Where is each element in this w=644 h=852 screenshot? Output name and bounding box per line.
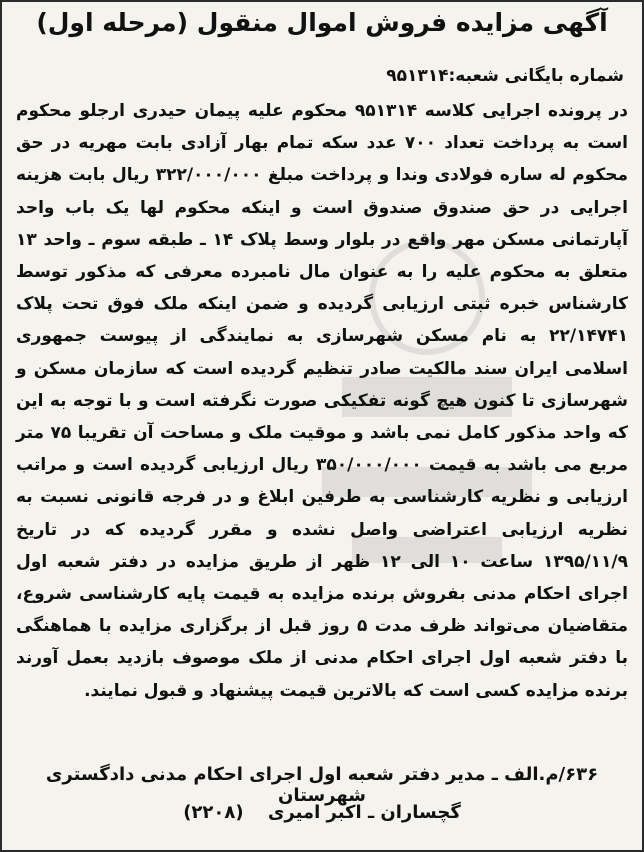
notice-body: در پرونده اجرایی کلاسه ۹۵۱۳۱۴ محکوم علیه پیمان حیدری ارجلو محکوم است به پرداخت تعداد ۷۰۰ عدد سکه تمام بهار آزادی بابت مهریه در حق محکوم له ساره فولادی وندا و پرداخت مبلغ ۳۲۲/۰۰۰/۰۰۰ ریال بابت هزینه اجرایی در حق صندوق صندوق است و اینکه محکوم لها یک باب واحد آپارتمانی مسکن مهر واقع در بلوار وسط پلاک ۱۴ ـ طبقه سوم ـ واحد ۱۳ متعلق به محکوم علیه را به عنوان مال نامبرده معرفی که مذکور توسط کارشناس خبره ثبتی ارزیابی گردیده و ضمن اینکه ملک فوق تحت پلاک ۲۲/۱۴۷۴۱ به نام مسکن شهرسازی به نمایندگی از پیوست جمهوری اسلامی ایران سند مالکیت صادر تنظیم گردیده است که سازمان مسکن و شهرسازی تا کنون هیچ گونه تفکیکی صورت نگرفته است و با توجه به این که واحد مذکور کامل نمی باشد و موقیت ملک و مساحت آن تقریبا ۷۵ متر مربع می باشد به قیمت ۳۵۰/۰۰۰/۰۰۰ ریال ارزیابی گردیده است و مراتب ارزیابی و نظریه کارشناسی به طرفین ابلاغ و در فرجه قانونی نسبت به نظریه ارزیابی اعتراضی واصل نشده و مقرر گردیده که در تاریخ ۱۳۹۵/۱۱/۹ ساعت ۱۰ الی ۱۲ ظهر از طریق مزایده در دفتر شعبه اول اجرای احکام مدنی بفروش برنده مزایده به قیمت پایه کارشناسی شروع، متقاضیان می‌تواند ظرف مدت ۵ روز قبل از برگزاری مزایده با هماهنگی با دفتر شعبه اول اجرای احکام مدنی از ملک موصوف بازدید بعمل آورند برنده مزایده کسی است که بالاترین قیمت پیشنهاد و قبول نمایند. xyxy=(16,101,629,701)
signature-line: ۶۳۶/م.الف ـ مدیر دفتر شعبه اول اجرای احکام مدنی دادگستری شهرستان xyxy=(45,764,599,806)
publisher-line xyxy=(2,802,642,823)
archive-number: شماره بایگانی شعبه:۹۵۱۳۱۴ xyxy=(386,66,624,86)
notice-title: آگهی مزایده فروش اموال منقول (مرحله اول) xyxy=(36,8,608,37)
publisher-name: گچساران ـ اکبر امیری xyxy=(267,802,461,823)
notice-code: (۲۲۰۸) xyxy=(183,802,244,823)
